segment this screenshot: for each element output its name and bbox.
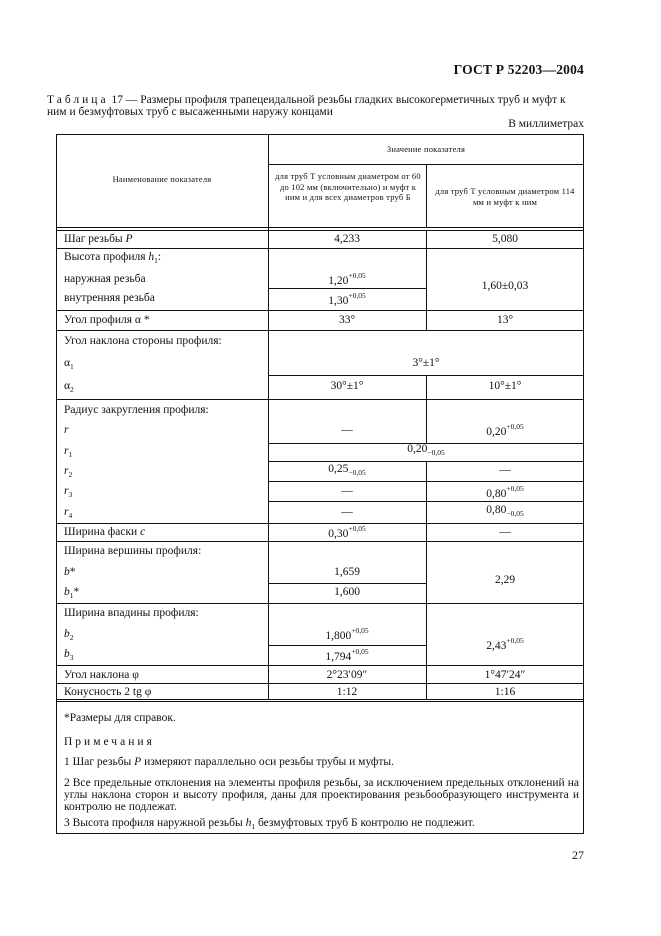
row-height-outer: наружная резьба <box>64 273 146 285</box>
row-height-outer-a: $1,20^{+0,05}$ <box>328 271 366 287</box>
row-radius-r3-b: $0,80^{+0,05}$ <box>486 484 524 500</box>
note-reference: *Размеры для справок. <box>64 712 176 724</box>
row-crest-b-a: 1,659 <box>334 566 360 578</box>
row-radius-r-b: $0,20^{+0,05}$ <box>486 422 524 438</box>
row-radius-r: r <box>64 424 69 436</box>
row-crest-b1-a: 1,600 <box>334 586 360 598</box>
page-number: 27 <box>572 848 584 862</box>
note-2: 2 Все предельные отклонения на элементы профиля резьбы, за исключением предельных отклонений на углы наклона сторон и высоту профиля, даны для проектирования резьбообразующего инструмента и контролю не подлежат. <box>64 777 579 813</box>
row-radius-r-a: — <box>341 424 353 436</box>
row-radius-r3-a: — <box>341 485 353 497</box>
note-1: 1 Шаг резьбы P измеряют параллельно оси резьбы трубы и муфты. <box>64 756 395 768</box>
row-crest-label: Ширина вершины профиля: <box>64 545 202 557</box>
row-root-b3: $b_3$ <box>64 648 74 662</box>
row-side-a1-val: 3°±1° <box>412 357 440 369</box>
row-step-a: 4,233 <box>334 233 360 245</box>
row-radius-r1-val: $0,20_{-0,05}$ <box>407 443 445 457</box>
row-radius-r4-a: — <box>341 506 353 518</box>
row-taper-b: 1:16 <box>494 686 516 698</box>
row-chamfer-label: Ширина фаски c <box>64 526 146 538</box>
row-height-b: 1,60±0,03 <box>481 280 529 292</box>
row-root-val-b: $2,43^{+0,05}$ <box>486 636 524 652</box>
document-header: ГОСТ Р 52203—2004 <box>453 62 584 77</box>
row-root-b2: $b_2$ <box>64 628 74 642</box>
row-side-a2: $\alpha_2$ <box>64 380 74 394</box>
units-label: В миллиметрах <box>508 118 584 130</box>
row-root-b2-a: $1,800^{+0,05}$ <box>325 626 369 642</box>
row-step-label: Шаг резьбы P <box>64 233 133 245</box>
row-radius-r3: $r_3$ <box>64 485 73 499</box>
row-height-label: Высота профиля $h_1$: <box>64 251 162 265</box>
note-3: 3 Высота профиля наружной резьбы $h_1$ безмуфтовых труб Б контролю не подлежит. <box>64 817 475 831</box>
row-radius-label: Радиус закругления профиля: <box>64 404 209 416</box>
row-height-inner-a: $1,30^{+0,05}$ <box>328 291 366 307</box>
row-taper-label: Конусность 2 tg φ <box>64 686 152 698</box>
row-step-b: 5,080 <box>492 233 518 245</box>
header-col-b: для труб Т условным диаметром 114 мм и муфт к ним <box>435 186 575 207</box>
row-radius-r1: $r_1$ <box>64 445 73 459</box>
row-tilt-label: Угол наклона φ <box>64 669 139 681</box>
row-tilt-b: 1°47′24″ <box>484 669 526 681</box>
header-name: Наименование показателя <box>112 174 212 184</box>
row-tilt-a: 2°23′09″ <box>326 669 368 681</box>
row-root-label: Ширина впадины профиля: <box>64 607 199 619</box>
row-angle-b: 13° <box>496 314 514 326</box>
row-side-a2-a: 30°±1° <box>330 380 364 392</box>
header-col-a: для труб Т условным диаметром от 60 до 102 мм (включительно) и муфт к ним и для всех диаметров труб Б <box>275 171 421 202</box>
row-side-label: Угол наклона стороны профиля: <box>64 335 222 347</box>
row-radius-r4: $r_4$ <box>64 506 73 520</box>
row-radius-r4-b: $0,80_{-0,05}$ <box>486 504 524 518</box>
row-root-b3-a: $1,794^{+0,05}$ <box>325 647 369 663</box>
row-side-a2-b: 10°±1° <box>488 380 522 392</box>
row-crest-b1: $b_1*$ <box>64 586 80 600</box>
row-crest-val-b: 2,29 <box>494 574 516 586</box>
row-angle-label: Угол профиля α * <box>64 314 150 326</box>
row-radius-r2-a: $0,25_{-0,05}$ <box>328 463 366 477</box>
table-caption: Таблица 17 — Размеры профиля трапецеидальной резьбы гладких высокогерметичных труб и муфт к ним и безмуфтовых труб с высаженными наружу концами <box>47 94 566 118</box>
header-value: Значение показателя <box>386 144 466 154</box>
notes-title: Примечания <box>64 736 155 748</box>
profile-dimensions-table <box>56 134 584 834</box>
row-chamfer-b: — <box>499 526 511 538</box>
row-taper-a: 1:12 <box>336 686 358 698</box>
row-radius-r2: $r_2$ <box>64 465 73 479</box>
row-angle-a: 33° <box>338 314 356 326</box>
row-crest-b: b* <box>64 566 76 578</box>
row-chamfer-a: $0,30^{+0,05}$ <box>328 524 366 540</box>
row-height-inner: внутренняя резьба <box>64 292 155 304</box>
row-side-a1: $\alpha_1$ <box>64 357 74 371</box>
row-radius-r2-b: — <box>499 464 511 476</box>
